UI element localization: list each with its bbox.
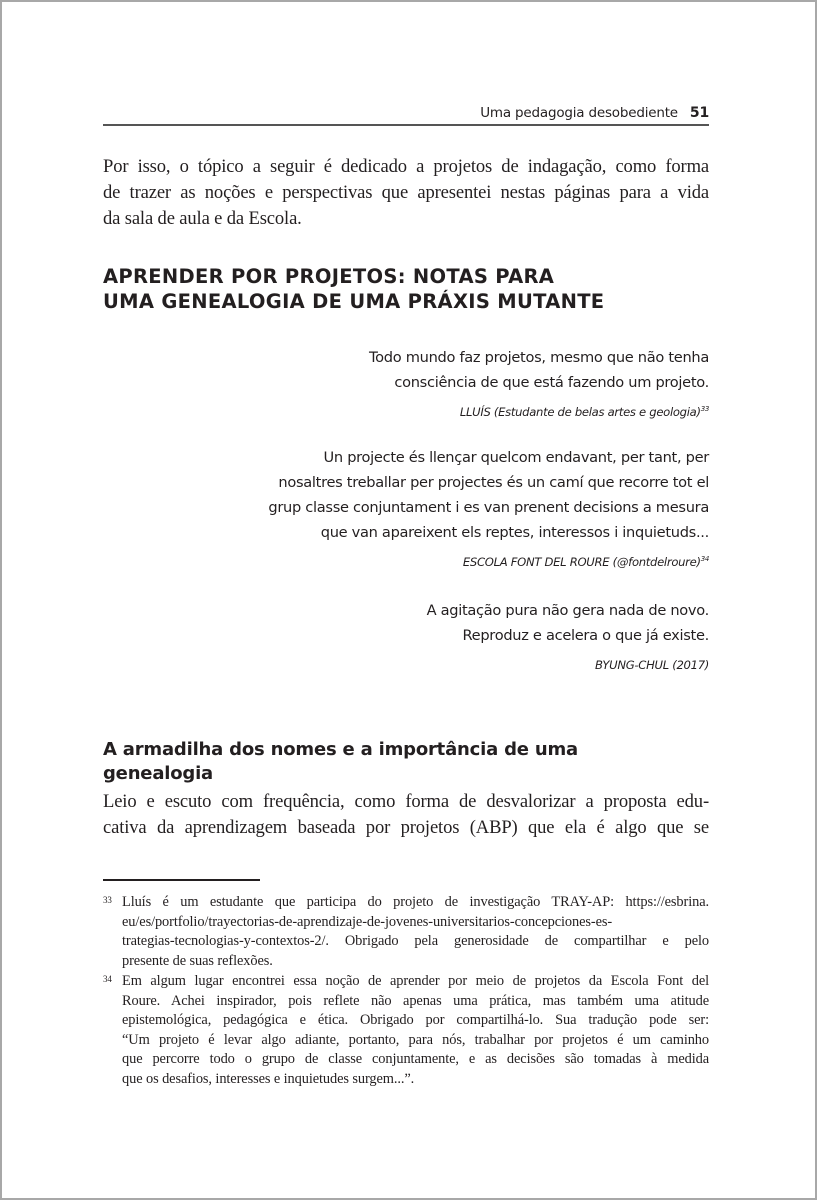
body-paragraph	[103, 789, 709, 841]
footnote-line: Roure. Achei inspirador, pois reflete não apenas uma prática, mas também uma atitude	[122, 992, 709, 1009]
footnote-reference[interactable]: 34	[700, 555, 709, 564]
quote-line: que van apareixent els reptes, interessos i inquietuds...	[320, 524, 709, 541]
text-line: de trazer as noções e perspectivas que apresentei nestas páginas para a vida	[103, 182, 709, 203]
running-head	[103, 105, 709, 121]
quote-line: Un projecte és llençar quelcom endavant, per tant, per	[323, 449, 709, 466]
footnote-separator	[103, 879, 260, 881]
heading-line: genealogia	[103, 763, 213, 784]
footnote-text	[122, 893, 709, 971]
heading-line: A armadilha dos nomes e a importância de uma	[103, 739, 578, 760]
footnote-line: “Um projeto é levar algo adiante, portanto, para nós, trabalhar por projetos é um caminho	[122, 1031, 709, 1048]
attribution-text: BYUNG-CHUL (2017)	[594, 658, 709, 672]
footnote-reference[interactable]: 33	[700, 405, 709, 414]
intro-paragraph	[103, 154, 709, 232]
book-page	[2, 2, 815, 1198]
header-rule	[103, 124, 709, 126]
footnote-line: Lluís é um estudante que participa do projeto de investigação TRAY-AP: https://esbrina.	[122, 894, 709, 910]
text-line: cativa da aprendizagem baseada por projetos (ABP) que ela é algo que se	[103, 817, 709, 838]
footnote-number: 33	[103, 895, 112, 905]
epigraph-quote	[189, 598, 709, 648]
footnote-line: eu/es/portfolio/trayectorias-de-aprendizaje-de-jovenes-universitarios-concepciones-es-	[122, 913, 613, 930]
epigraph-attribution	[189, 658, 709, 672]
text-line: Leio e escuto com frequência, como forma de desvalorizar a proposta edu-	[103, 791, 709, 812]
footnote	[103, 972, 709, 1090]
quote-line: consciência de que está fazendo um projeto.	[394, 374, 709, 391]
heading-line: APRENDER POR PROJETOS: NOTAS PARA	[103, 265, 555, 288]
page-number: 51	[689, 105, 709, 121]
quote-line: Reproduz e acelera o que já existe.	[462, 627, 709, 644]
text-line: Por isso, o tópico a seguir é dedicado a projetos de indagação, como forma	[103, 156, 709, 177]
epigraph-quote	[189, 345, 709, 395]
footnote-text	[122, 972, 709, 1090]
footnote	[103, 893, 709, 971]
footnote-line: presente de suas reflexões.	[122, 952, 273, 969]
epigraph	[189, 345, 709, 419]
epigraph	[189, 445, 709, 569]
running-head-title: Uma pedagogia desobediente	[480, 105, 678, 121]
text-line: da sala de aula e da Escola.	[103, 208, 302, 229]
subsection-heading	[103, 738, 709, 786]
epigraph-quote	[189, 445, 709, 545]
footnote-line: epistemológica, pedagógica e ética. Obrigado por compartilhá-lo. Sua tradução pode ser:	[122, 1012, 709, 1029]
footnote-line: trategias-tecnologias-y-contextos-2/. Obrigado pela generosidade de compartilhar e pelo	[122, 933, 709, 950]
heading-line: UMA GENEALOGIA DE UMA PRÁXIS MUTANTE	[103, 290, 605, 313]
epigraph	[189, 598, 709, 672]
footnote-line: Em algum lugar encontrei essa noção de aprender por meio de projetos da Escola Font del	[122, 973, 709, 989]
quote-line: nosaltres treballar per projectes és un camí que recorre tot el	[278, 474, 709, 491]
epigraph-attribution	[189, 405, 709, 419]
footnote-line: que percorre todo o grupo de classe conjuntamente, e as decisões são tomadas à medida	[122, 1051, 709, 1068]
footnote-number: 34	[103, 974, 112, 984]
quote-line: Todo mundo faz projetos, mesmo que não tenha	[369, 349, 709, 366]
footnote-line: que os desafios, interesses e inquietudes surgem...”.	[122, 1070, 415, 1087]
epigraph-attribution	[189, 555, 709, 569]
quote-line: grup classe conjuntament i es van prenent decisions a mesura	[268, 499, 709, 516]
attribution-text: LLUÍS (Estudante de belas artes e geologia)	[459, 405, 701, 419]
attribution-text: ESCOLA FONT DEL ROURE (@fontdelroure)	[462, 555, 701, 569]
section-heading	[103, 264, 709, 314]
quote-line: A agitação pura não gera nada de novo.	[426, 602, 709, 619]
